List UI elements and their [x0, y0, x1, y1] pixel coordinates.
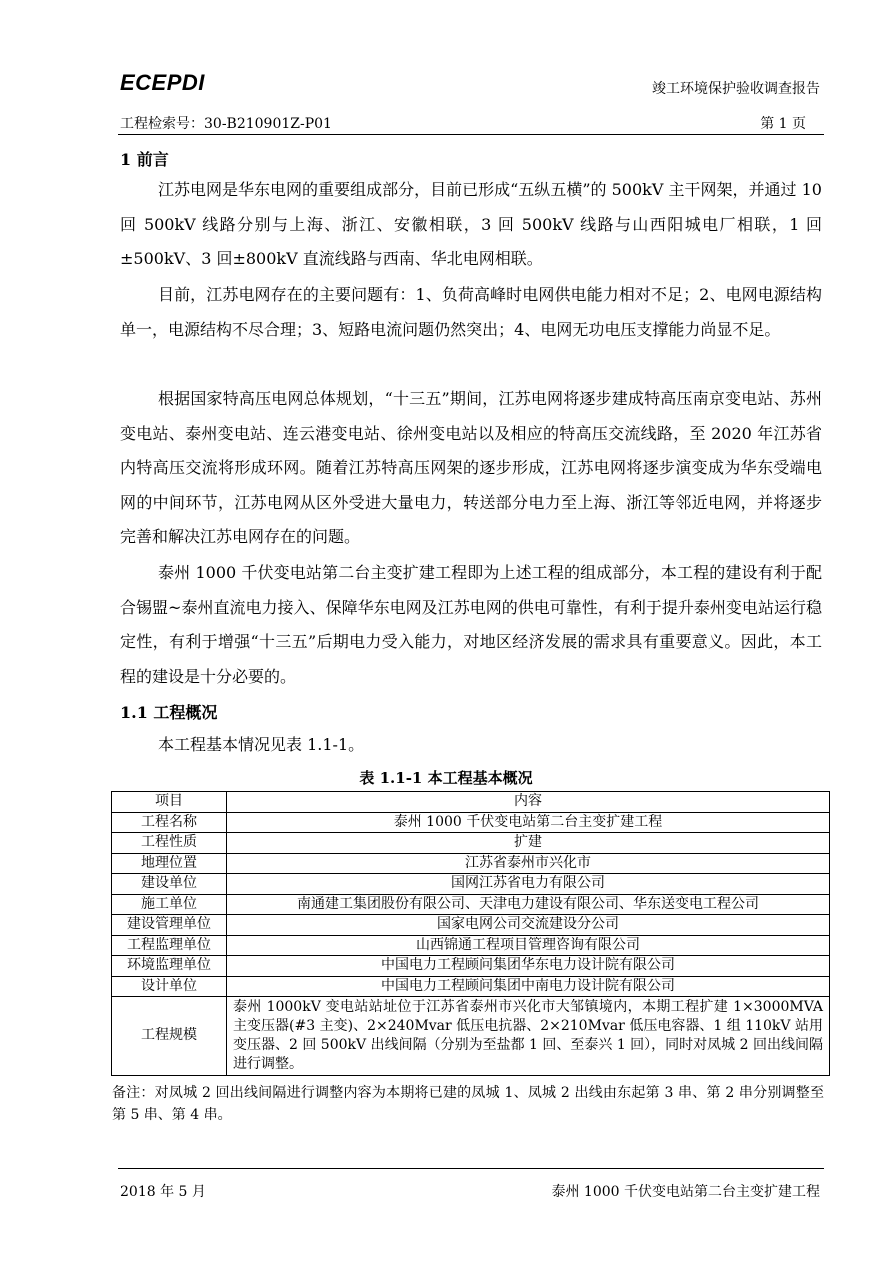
table-header-cell: 内容 [227, 792, 830, 813]
preface-paragraph-2: 目前，江苏电网存在的主要问题有：1、负荷高峰时电网供电能力相对不足；2、电网电源结构单一，电源结构不尽合理；3、短路电流问题仍然突出；4、电网无功电压支撑能力尚显不足。 [120, 285, 822, 339]
table-key-cell: 工程监理单位 [112, 935, 227, 956]
table-header-row [112, 792, 830, 813]
header-divider [118, 134, 824, 135]
table-row-scale [112, 997, 830, 1076]
table-caption: 表 1.1-1 本工程基本概况 [359, 769, 533, 787]
project-code: 工程检索号：30-B210901Z-P01 [120, 116, 332, 132]
company-logo: ECEPDI [120, 70, 205, 95]
table-key-cell: 工程规模 [112, 997, 227, 1076]
footer-project-name: 泰州 1000 千伏变电站第二台主变扩建工程 [551, 1184, 820, 1200]
table-value-cell: 中国电力工程顾问集团中南电力设计院有限公司 [227, 976, 830, 997]
table-key-cell: 地理位置 [112, 853, 227, 874]
page-number: 第 1 页 [760, 116, 806, 132]
preface-paragraph-3: 根据国家特高压电网总体规划，“十三五”期间，江苏电网将逐步建成特高压南京变电站、苏州变电站、泰州变电站、连云港变电站、徐州变电站以及相应的特高压交流线路，至 2020 年江苏省内特高压交流将形成环网。随着江苏特高压网架的逐步形成，江苏电网将逐步演变成为华东受端电网的中间环节，江苏电网从区外受进大量电力，转送部分电力至上海、浙江等邻近电网，并将逐步完善和解决江苏电网存在的问题。 [120, 389, 822, 546]
table-value-cell: 山西锦通工程项目管理咨询有限公司 [227, 935, 830, 956]
table-row [112, 935, 830, 956]
table-note: 备注：对凤城 2 回出线间隔进行调整内容为本期将已建的凤城 1、凤城 2 出线由东起第 3 串、第 2 串分别调整至第 5 串、第 4 串。 [112, 1085, 824, 1123]
table-value-cell: 中国电力工程顾问集团华东电力设计院有限公司 [227, 956, 830, 977]
table-value-cell: 江苏省泰州市兴化市 [227, 853, 830, 874]
table-row [112, 894, 830, 915]
table-header-cell: 项目 [112, 792, 227, 813]
preface-paragraph-1: 江苏电网是华东电网的重要组成部分，目前已形成“五纵五横”的 500kV 主干网架，并通过 10 回 500kV 线路分别与上海、浙江、安徽相联，3 回 500kV 线路与山西阳城电厂相联，1 回±500kV、3 回±800kV 直流线路与西南、华北电网相联。 [120, 180, 822, 268]
preface-paragraph-4: 泰州 1000 千伏变电站第二台主变扩建工程即为上述工程的组成部分，本工程的建设有利于配合锡盟~泰州直流电力接入、保障华东电网及江苏电网的供电可靠性，有利于提升泰州变电站运行稳定性，有利于增强“十三五”后期电力受入能力，对地区经济发展的需求具有重要意义。因此，本工程的建设是十分必要的。 [120, 563, 822, 686]
table-row [112, 853, 830, 874]
footer-divider [118, 1168, 824, 1169]
table-value-cell: 扩建 [227, 833, 830, 854]
section-heading-preface: 1 前言 [120, 150, 169, 169]
table-row [112, 956, 830, 977]
section-heading-overview: 1.1 工程概况 [120, 703, 218, 722]
table-row [112, 915, 830, 936]
overview-intro: 本工程基本情况见表 1.1-1。 [158, 735, 365, 754]
table-key-cell: 建设管理单位 [112, 915, 227, 936]
table-row [112, 874, 830, 895]
table-key-cell: 设计单位 [112, 976, 227, 997]
table-value-cell: 南通建工集团股份有限公司、天津电力建设有限公司、华东送变电工程公司 [227, 894, 830, 915]
table-row [112, 833, 830, 854]
footer-date: 2018 年 5 月 [120, 1184, 206, 1200]
table-key-cell: 工程名称 [112, 812, 227, 833]
table-value-cell: 泰州 1000 千伏变电站第二台主变扩建工程 [227, 812, 830, 833]
table-key-cell: 环境监理单位 [112, 956, 227, 977]
project-basic-table [111, 791, 830, 1076]
table-value-cell: 国网江苏省电力有限公司 [227, 874, 830, 895]
report-title: 竣工环境保护验收调查报告 [652, 81, 820, 97]
table-value-cell: 国家电网公司交流建设分公司 [227, 915, 830, 936]
table-row [112, 976, 830, 997]
table-key-cell: 建设单位 [112, 874, 227, 895]
table-row [112, 812, 830, 833]
table-key-cell: 施工单位 [112, 894, 227, 915]
table-scale-text: 泰州 1000kV 变电站站址位于江苏省泰州市兴化市大邹镇境内，本期工程扩建 1×3000MVA 主变压器(#3 主变)、2×240Mvar 低压电抗器、2×210Mvar 低压电容器、1 组 110kV 站用变压器、2 回 500kV 出线间隔（分别为至盐都 1 回、至泰兴 1 回），同时对凤城 2 回出线间隔进行调整。 [227, 997, 830, 1076]
table-key-cell: 工程性质 [112, 833, 227, 854]
